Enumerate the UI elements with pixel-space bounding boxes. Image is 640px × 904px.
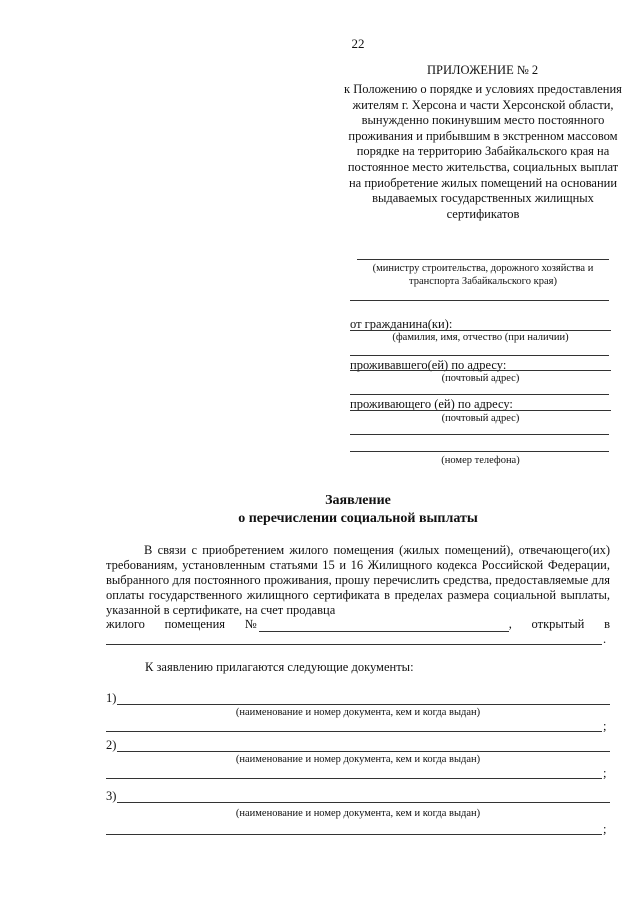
phone-caption: (номер телефона) [441, 455, 520, 466]
number-sign: № [244, 617, 257, 631]
attachment-1-line-2 [106, 731, 602, 732]
prev-address-line [350, 370, 611, 371]
name-caption: (фамилия, имя, отчество (при наличии) [392, 332, 569, 343]
addressee-line-2 [350, 300, 609, 301]
statement-paragraph: В связи с приобретением жилого помещения (жилых помещений), отвечающего(их) требованиям, установленным статьями 15 и 16 Жилищного кодекса Российской Федерации, выбранного для постоянного проживания, прошу перечислить средства, предоставляемые для оплаты государственного жилищного сертификата в пределах размера социальной выплаты, указанной в сертификате, на счет продавца [106, 543, 610, 617]
from-label: от гражданина(ки): [350, 317, 453, 331]
attachment-3-number: 3) [106, 789, 117, 803]
attachment-2-line [117, 751, 610, 752]
cur-address-line-2 [350, 434, 609, 435]
account-number-field [245, 617, 512, 632]
bank-line-period: . [603, 632, 607, 646]
cur-address-line [350, 410, 611, 411]
attachment-3-line [117, 802, 610, 803]
attachment-1-caption: (наименование и номер документа, кем и когда выдан) [235, 707, 481, 718]
bank-line [106, 644, 602, 645]
seller-line [106, 617, 610, 632]
statement-subtitle: о перечислении социальной выплаты [238, 511, 478, 526]
prev-address-line-2 [350, 394, 609, 395]
attachment-2-line-2 [106, 778, 602, 779]
seller-word-1: жилого [106, 617, 145, 631]
attachment-3-caption: (наименование и номер документа, кем и когда выдан) [235, 808, 481, 819]
prev-address-caption: (почтовый адрес) [441, 373, 520, 384]
statement-title: Заявление [325, 493, 391, 508]
seller-word-in: в [604, 617, 610, 631]
page-number: 22 [351, 36, 365, 51]
attachment-2-caption: (наименование и номер документа, кем и когда выдан) [235, 754, 481, 765]
attachment-2-number: 2) [106, 738, 117, 752]
attachment-3-end: ; [603, 822, 607, 836]
account-number-line [259, 619, 509, 632]
seller-word-2: помещения [164, 617, 226, 631]
attachment-2-end: ; [603, 766, 607, 780]
phone-line [350, 451, 609, 452]
seller-word-opened: открытый [531, 617, 585, 631]
addressee-line [357, 259, 609, 260]
name-line [350, 330, 611, 331]
attachments-intro: К заявлению прилагаются следующие документы: [145, 660, 414, 674]
attachment-1-line [117, 704, 610, 705]
seller-comma: , [508, 617, 512, 631]
appendix-description: к Положению о порядке и условиях предоставления жителям г. Херсона и части Херсонской области, вынужденно покинувшим место постоянного проживания и прибывшим в экстренном массовом порядке на территорию Забайкальского края на постоянное место жительства, социальных выплат на приобретение жилых помещений на основании выдаваемых государственных жилищных сертификатов [344, 82, 622, 221]
prev-address-label: проживавшего(ей) по адресу: [350, 358, 507, 372]
cur-address-label: проживающего (ей) по адресу: [350, 397, 513, 411]
attachment-1-number: 1) [106, 691, 117, 705]
cur-address-caption: (почтовый адрес) [441, 413, 520, 424]
appendix-title: ПРИЛОЖЕНИЕ № 2 [427, 63, 539, 77]
addressee-caption: (министру строительства, дорожного хозяйства и транспорта Забайкальского края) [372, 263, 594, 287]
attachment-3-line-2 [106, 834, 602, 835]
attachment-1-end: ; [603, 719, 607, 733]
name-line-2 [350, 355, 609, 356]
